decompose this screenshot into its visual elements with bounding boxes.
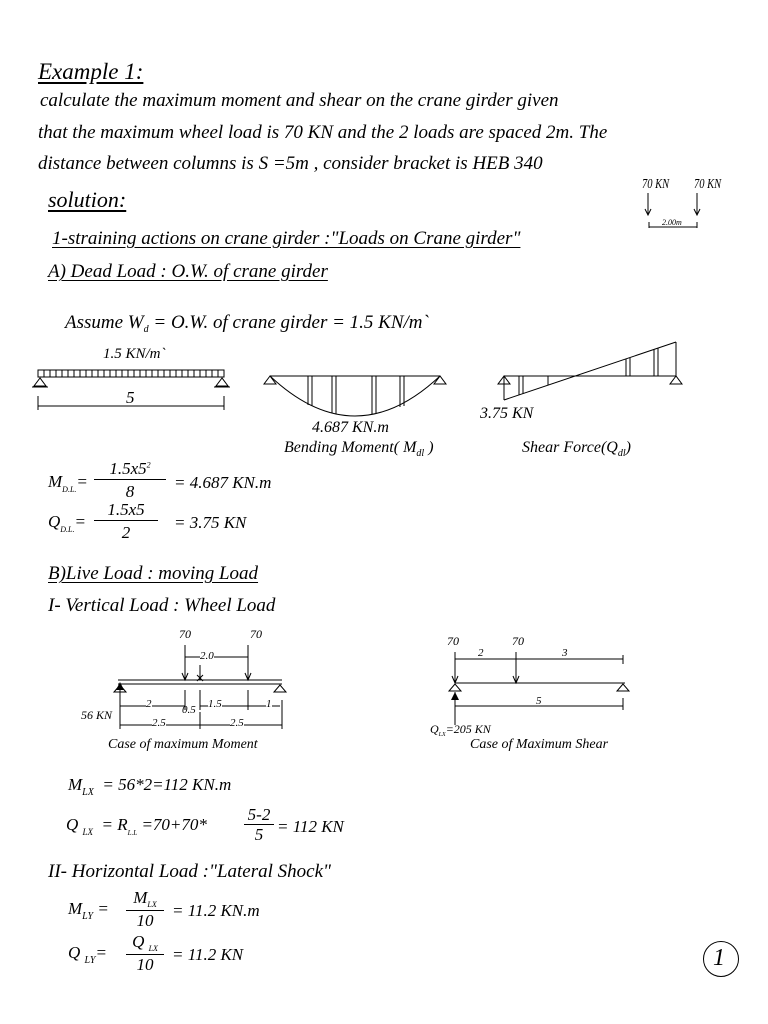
ms-d2: 3 — [562, 647, 568, 659]
q-dl-symbol: $Q_{D.L.}=$ — [48, 512, 86, 534]
step-1-heading: 1-straining actions on crane girder :"Loads on Crane girder" — [52, 228, 521, 249]
q-ly-result: = 11.2 KN — [172, 945, 244, 964]
mm-d3: 1.5 — [208, 698, 222, 710]
assume-statement: Assume $W_d = O.W$. of crane girder = 1.5 KN/m` — [65, 312, 429, 335]
q-ly-fraction: $\frac{Q _{LX}}{10}$ — [126, 933, 164, 973]
m-dl-symbol: $M_{D.L.}=$ — [48, 472, 88, 494]
q-lx-fraction: $\frac{5-2}{5}$ — [244, 806, 274, 843]
ms-reaction: $Q_{LX}=205$ KN — [430, 722, 491, 738]
m-dl-result: = 4.687 KN.m — [174, 473, 272, 492]
inset-load-1: 70 KN — [642, 177, 670, 192]
mm-d1: 2 — [146, 698, 152, 710]
mm-caption: Case of maximum Moment — [108, 737, 258, 752]
page-number: 1 — [713, 945, 725, 971]
mm-reaction: 56 KN — [81, 708, 113, 722]
example-title: Example 1: — [38, 59, 144, 84]
m-dl-fraction: $\frac{1.5x5^2}{8}$ — [94, 460, 166, 500]
mm-half-1: 2.5 — [152, 717, 166, 729]
ms-d1: 2 — [478, 647, 484, 659]
q-lx-equation: Q $_{LX} = R_{L.L} =70+70*$ — [66, 815, 207, 837]
vertical-load-heading: I- Vertical Load : Wheel Load — [48, 595, 276, 616]
ms-caption: Case of Maximum Shear — [470, 737, 609, 752]
problem-line-3: distance between columns is S =5m , consider bracket is HEB 340 — [38, 153, 543, 174]
mm-d2: 0.5 — [182, 704, 196, 716]
udl-label: 1.5 KN/m` — [103, 346, 166, 362]
sf-value: 3.75 KN — [480, 405, 534, 422]
q-dl-result: = 3.75 KN — [174, 513, 247, 532]
ms-span: 5 — [536, 695, 542, 707]
q-dl-fraction: $\frac{1.5x5}{2}$ — [94, 501, 158, 541]
horizontal-load-heading: II- Horizontal Load :"Lateral Shock" — [48, 861, 331, 882]
mm-d4: 1 — [266, 698, 272, 710]
ms-load-1: 70 — [447, 634, 459, 648]
solution-heading: solution: — [48, 187, 127, 212]
bm-value: 4.687 KN.m — [312, 419, 389, 436]
inset-spacing: 2.00m — [662, 218, 682, 227]
m-lx-equation: $M_{LX} = 56*2=112$ KN.m — [68, 775, 232, 798]
live-load-heading: B)Live Load : moving Load — [48, 563, 259, 584]
inset-load-2: 70 KN — [694, 177, 722, 192]
mm-half-2: 2.5 — [230, 717, 244, 729]
m-ly-result: = 11.2 KN.m — [172, 901, 260, 920]
m-ly-fraction: $M_{LX}$ 10 — [126, 889, 164, 929]
q-lx-result: = 112 KN — [277, 817, 344, 836]
ms-load-2: 70 — [512, 634, 524, 648]
dead-load-heading: A) Dead Load : O.W. of crane girder — [48, 261, 328, 282]
mm-spacing: 2.0 — [200, 650, 214, 662]
mm-load-1: 70 — [179, 627, 191, 641]
m-ly-symbol: $M_{LY}$ = — [68, 899, 109, 922]
q-ly-symbol: Q $_{LY}$= — [68, 943, 107, 966]
mm-load-2: 70 — [250, 627, 262, 641]
span-label: 5 — [126, 388, 135, 407]
problem-line-2: that the maximum wheel load is 70 KN and the 2 loads are spaced 2m. The — [38, 122, 608, 143]
problem-line-1: calculate the maximum moment and shear on the crane girder given — [40, 90, 559, 111]
bm-caption: Bending Moment( $M_{dl}$ ) — [284, 439, 434, 459]
sf-caption: Shear $Force(Q_{dl})$ — [522, 439, 631, 459]
